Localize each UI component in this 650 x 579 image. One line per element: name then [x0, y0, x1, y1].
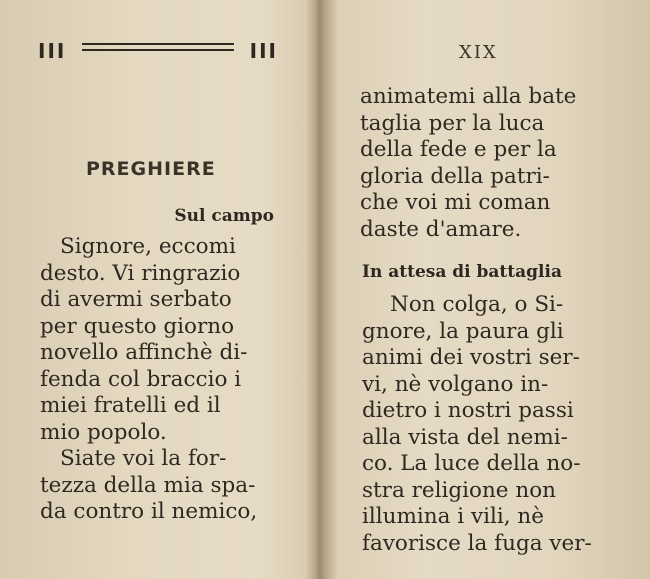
text-line: Signore, eccomi	[60, 234, 236, 259]
ornament-bars-right: III	[249, 39, 278, 63]
text-line: gnore, la paura gli	[362, 318, 564, 344]
text-line: illumina i vili, nè	[362, 504, 544, 529]
text-line: stra religione non	[362, 477, 556, 503]
text-line: Siate voi la for-	[60, 446, 227, 471]
text-line: animi dei vostri ser-	[362, 345, 580, 370]
text-line: favorisce la fuga ver-	[362, 530, 592, 556]
text-line: per questo giorno	[40, 313, 235, 339]
text-line: dietro i nostri passi	[362, 398, 574, 423]
text-line: Non colga, o Si-	[390, 292, 564, 317]
text-line: di avermi serbato	[40, 287, 232, 312]
text-line: alla vista del nemi-	[362, 424, 568, 450]
right-body-text-bottom	[362, 292, 608, 557]
right-page	[318, 0, 650, 579]
text-line: fenda col braccio i	[40, 366, 242, 392]
text-line: miei fratelli ed il	[40, 393, 221, 418]
text-line: da contro il nemico,	[40, 499, 258, 524]
text-line: gloria della patri-	[360, 163, 550, 189]
ornament-rule	[82, 43, 234, 45]
text-line: tezza della mia spa-	[40, 472, 256, 498]
left-body-text	[40, 234, 274, 526]
ornament-rule	[82, 49, 234, 51]
text-line: animatemi alla bate	[360, 84, 577, 109]
left-page	[0, 0, 318, 579]
page-number: XIX	[459, 42, 498, 63]
header-ornament	[38, 36, 278, 63]
text-line: vi, nè volgano in-	[362, 371, 549, 397]
ornament-bars-left: III	[38, 39, 67, 63]
text-line: co. La luce della no-	[362, 451, 581, 476]
text-line: che voi mi coman	[360, 190, 551, 215]
chapter-heading: PREGHIERE	[86, 158, 216, 180]
section-title-sul-campo: Sul campo	[174, 206, 274, 226]
text-line: mio popolo.	[40, 419, 167, 445]
right-body-text-top	[360, 84, 604, 243]
text-line: desto. Vi ringrazio	[40, 260, 241, 286]
text-line: novello affinchè di-	[40, 340, 248, 365]
section-title-in-attesa-di-battaglia: In attesa di battaglia	[362, 262, 562, 282]
text-line: taglia per la luca	[360, 110, 545, 136]
text-line: della fede e per la	[360, 137, 557, 162]
text-line: daste d'amare.	[360, 216, 522, 242]
